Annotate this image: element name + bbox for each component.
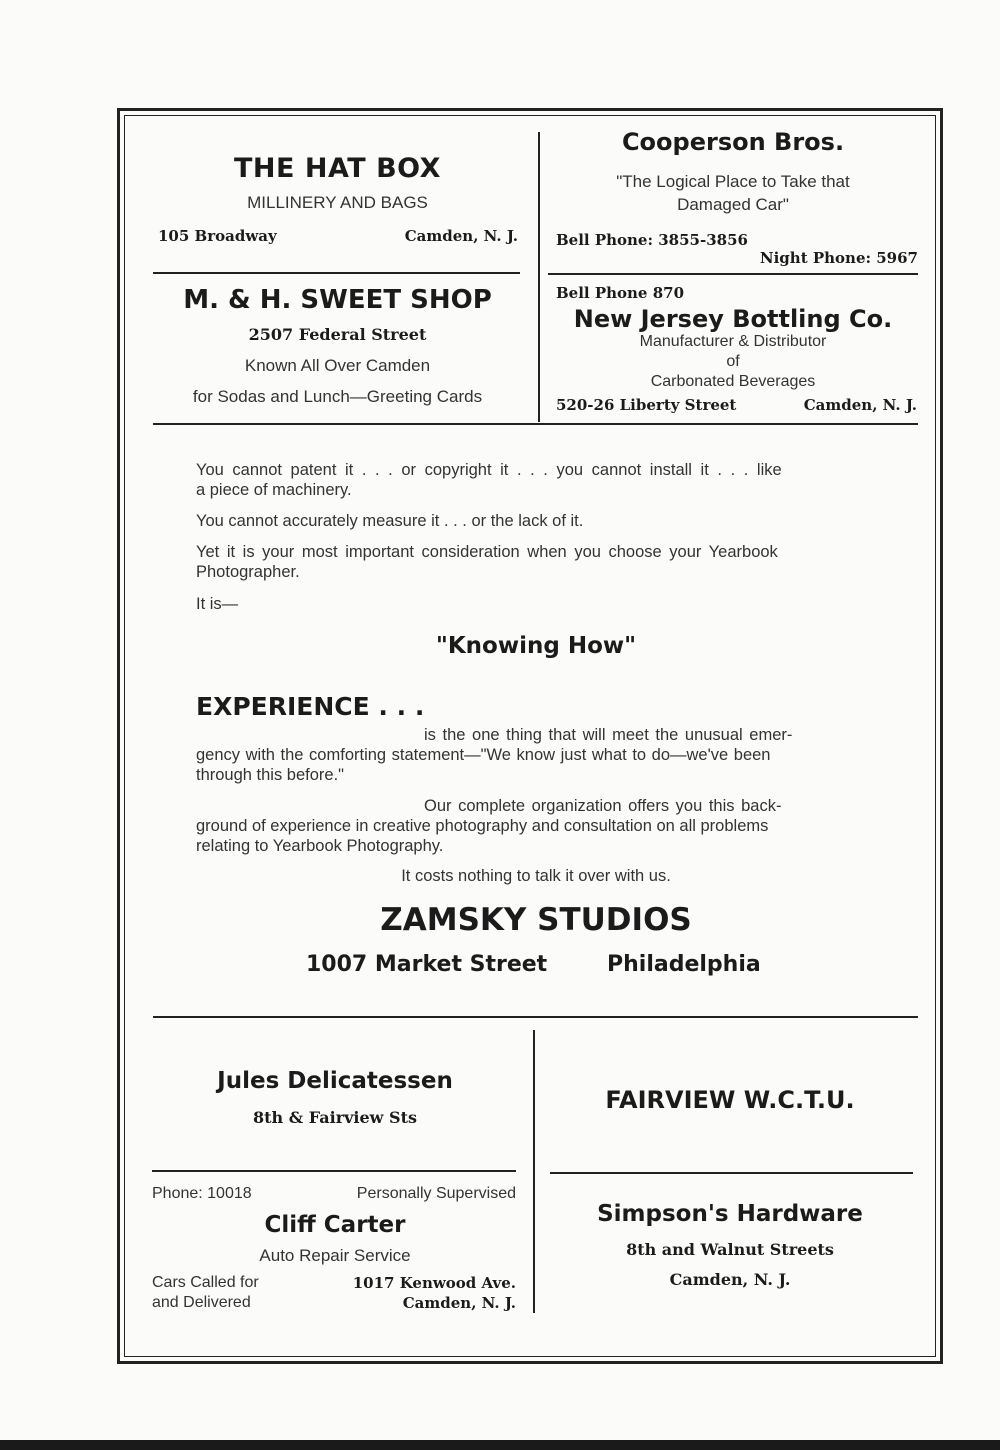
top-divider-vertical — [538, 132, 540, 422]
divider-hatbox-sweetshop — [153, 272, 520, 274]
cliff-city: Camden, N. J. — [402, 1294, 516, 1312]
nj-bottling-city: Camden, N. J. — [803, 396, 917, 414]
hat-box-city: Camden, N. J. — [404, 227, 518, 245]
divider-cooperson-bottling — [548, 273, 918, 275]
cliff-supervised: Personally Supervised — [356, 1185, 516, 1202]
divider-jules-cliff — [152, 1170, 516, 1172]
zamsky-studio-name: ZAMSKY STUDIOS — [380, 902, 692, 938]
zamsky-p7: It costs nothing to talk it over with us. — [401, 867, 671, 885]
simpson-address: 8th and Walnut Streets — [626, 1240, 834, 1259]
zamsky-p1-line-1: You cannot patent it . . . or copyright it . . . you cannot install it . . . like — [196, 461, 782, 479]
zamsky-experience: EXPERIENCE . . . — [196, 692, 425, 721]
zamsky-p5-line-1: is the one thing that will meet the unusual emer- — [424, 726, 793, 744]
cliff-called-1: Cars Called for — [152, 1274, 259, 1291]
zamsky-p5-line-3: through this before." — [196, 766, 345, 784]
nj-bottling-bell-phone: Bell Phone 870 — [556, 284, 685, 302]
zamsky-p3-line-1: Yet it is your most important consideration when you choose your Yearbook — [196, 543, 778, 561]
zamsky-p5-line-2: gency with the comforting statement—"We know just what to do—we've been — [196, 746, 771, 764]
hat-box-address: 105 Broadway — [158, 227, 277, 245]
cooperson-tagline-1: "The Logical Place to Take that — [616, 172, 850, 191]
divider-bottom-section — [153, 1016, 918, 1018]
wctu-title: FAIRVIEW W.C.T.U. — [605, 1086, 855, 1114]
zamsky-p4: It is— — [196, 595, 239, 613]
nj-bottling-title: New Jersey Bottling Co. — [573, 305, 893, 333]
scan-edge-bar — [0, 1440, 1000, 1450]
sweet-shop-line-2: for Sodas and Lunch—Greeting Cards — [192, 387, 483, 406]
simpson-title: Simpson's Hardware — [597, 1201, 863, 1227]
cliff-title: Cliff Carter — [264, 1212, 406, 1238]
sweet-shop-address: 2507 Federal Street — [248, 325, 427, 344]
nj-bottling-line-1: Manufacturer & Distributor — [639, 333, 827, 350]
zamsky-city: Philadelphia — [607, 952, 761, 977]
hat-box-subtitle: MILLINERY AND BAGS — [247, 193, 428, 212]
cooperson-tagline-2: Damaged Car" — [677, 195, 789, 214]
cliff-phone: Phone: 10018 — [152, 1185, 252, 1202]
cliff-address: 1017 Kenwood Ave. — [352, 1274, 516, 1292]
hat-box-title: THE HAT BOX — [234, 153, 441, 184]
cliff-called-2: and Delivered — [152, 1294, 251, 1311]
nj-bottling-line-2: of — [726, 353, 740, 370]
cooperson-night-phone: Night Phone: 5967 — [759, 249, 918, 267]
zamsky-p6-line-3: relating to Yearbook Photography. — [196, 837, 444, 855]
zamsky-p6-line-1: Our complete organization offers you this back- — [424, 797, 782, 815]
zamsky-knowing-how: "Knowing How" — [435, 633, 637, 659]
simpson-city: Camden, N. J. — [669, 1270, 791, 1289]
zamsky-street: 1007 Market Street — [306, 952, 548, 977]
divider-wctu-simpson — [550, 1172, 913, 1174]
sweet-shop-title: M. & H. SWEET SHOP — [183, 285, 492, 315]
zamsky-p6-line-2: ground of experience in creative photography and consultation on all problems — [196, 817, 769, 835]
zamsky-p2: You cannot accurately measure it . . . or the lack of it. — [196, 512, 584, 530]
cooperson-bell-phone: Bell Phone: 3855-3856 — [556, 231, 748, 249]
nj-bottling-address: 520-26 Liberty Street — [556, 396, 737, 414]
zamsky-p3-line-2: Photographer. — [196, 563, 300, 581]
nj-bottling-line-3: Carbonated Beverages — [650, 373, 816, 390]
jules-address: 8th & Fairview Sts — [253, 1108, 417, 1127]
zamsky-p1-line-2: a piece of machinery. — [196, 481, 352, 499]
divider-top-section — [153, 423, 918, 425]
jules-title: Jules Delicatessen — [217, 1068, 453, 1094]
bottom-divider-vertical — [533, 1030, 535, 1313]
cooperson-title: Cooperson Bros. — [621, 128, 845, 156]
sweet-shop-line-1: Known All Over Camden — [244, 356, 431, 375]
cliff-service: Auto Repair Service — [259, 1246, 411, 1265]
